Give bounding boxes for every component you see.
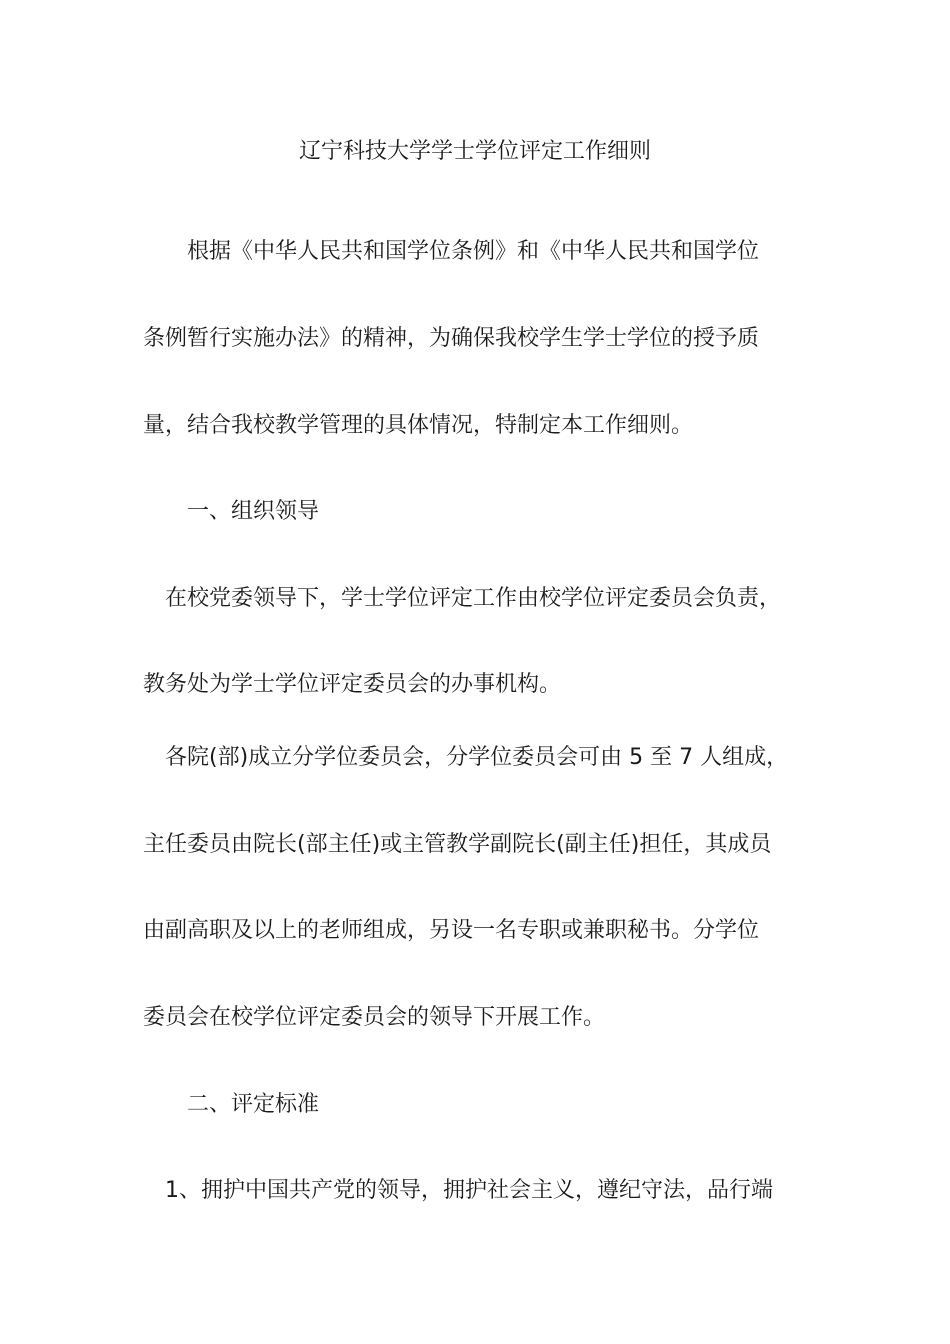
section-heading: 一、组织领导: [143, 499, 320, 524]
paragraph-line: 由副高职及以上的老师组成，另设一名专职或兼职秘书。分学位: [143, 918, 760, 943]
paragraph-line: 量，结合我校教学管理的具体情况，特制定本工作细则。: [143, 413, 694, 438]
document-title: 辽宁科技大学学士学位评定工作细则: [298, 139, 651, 164]
paragraph-line: 委员会在校学位评定委员会的领导下开展工作。: [143, 1005, 606, 1030]
paragraph-line: 1、拥护中国共产党的领导，拥护社会主义，遵纪守法，品行端: [143, 1178, 773, 1203]
paragraph-line: 各院(部)成立分学位委员会，分学位委员会可由 5 至 7 人组成，: [143, 745, 789, 770]
paragraph-line: 条例暂行实施办法》的精神，为确保我校学生学士学位的授予质: [143, 326, 760, 351]
paragraph-line: 根据《中华人民共和国学位条例》和《中华人民共和国学位: [143, 239, 760, 264]
section-heading: 二、评定标准: [143, 1092, 320, 1117]
paragraph-line: 教务处为学士学位评定委员会的办事机构。: [143, 672, 562, 697]
paragraph-line: 在校党委领导下，学士学位评定工作由校学位评定委员会负责，: [143, 586, 782, 611]
paragraph-line: 主任委员由院长(部主任)或主管教学副院长(副主任)担任，其成员: [143, 832, 772, 857]
